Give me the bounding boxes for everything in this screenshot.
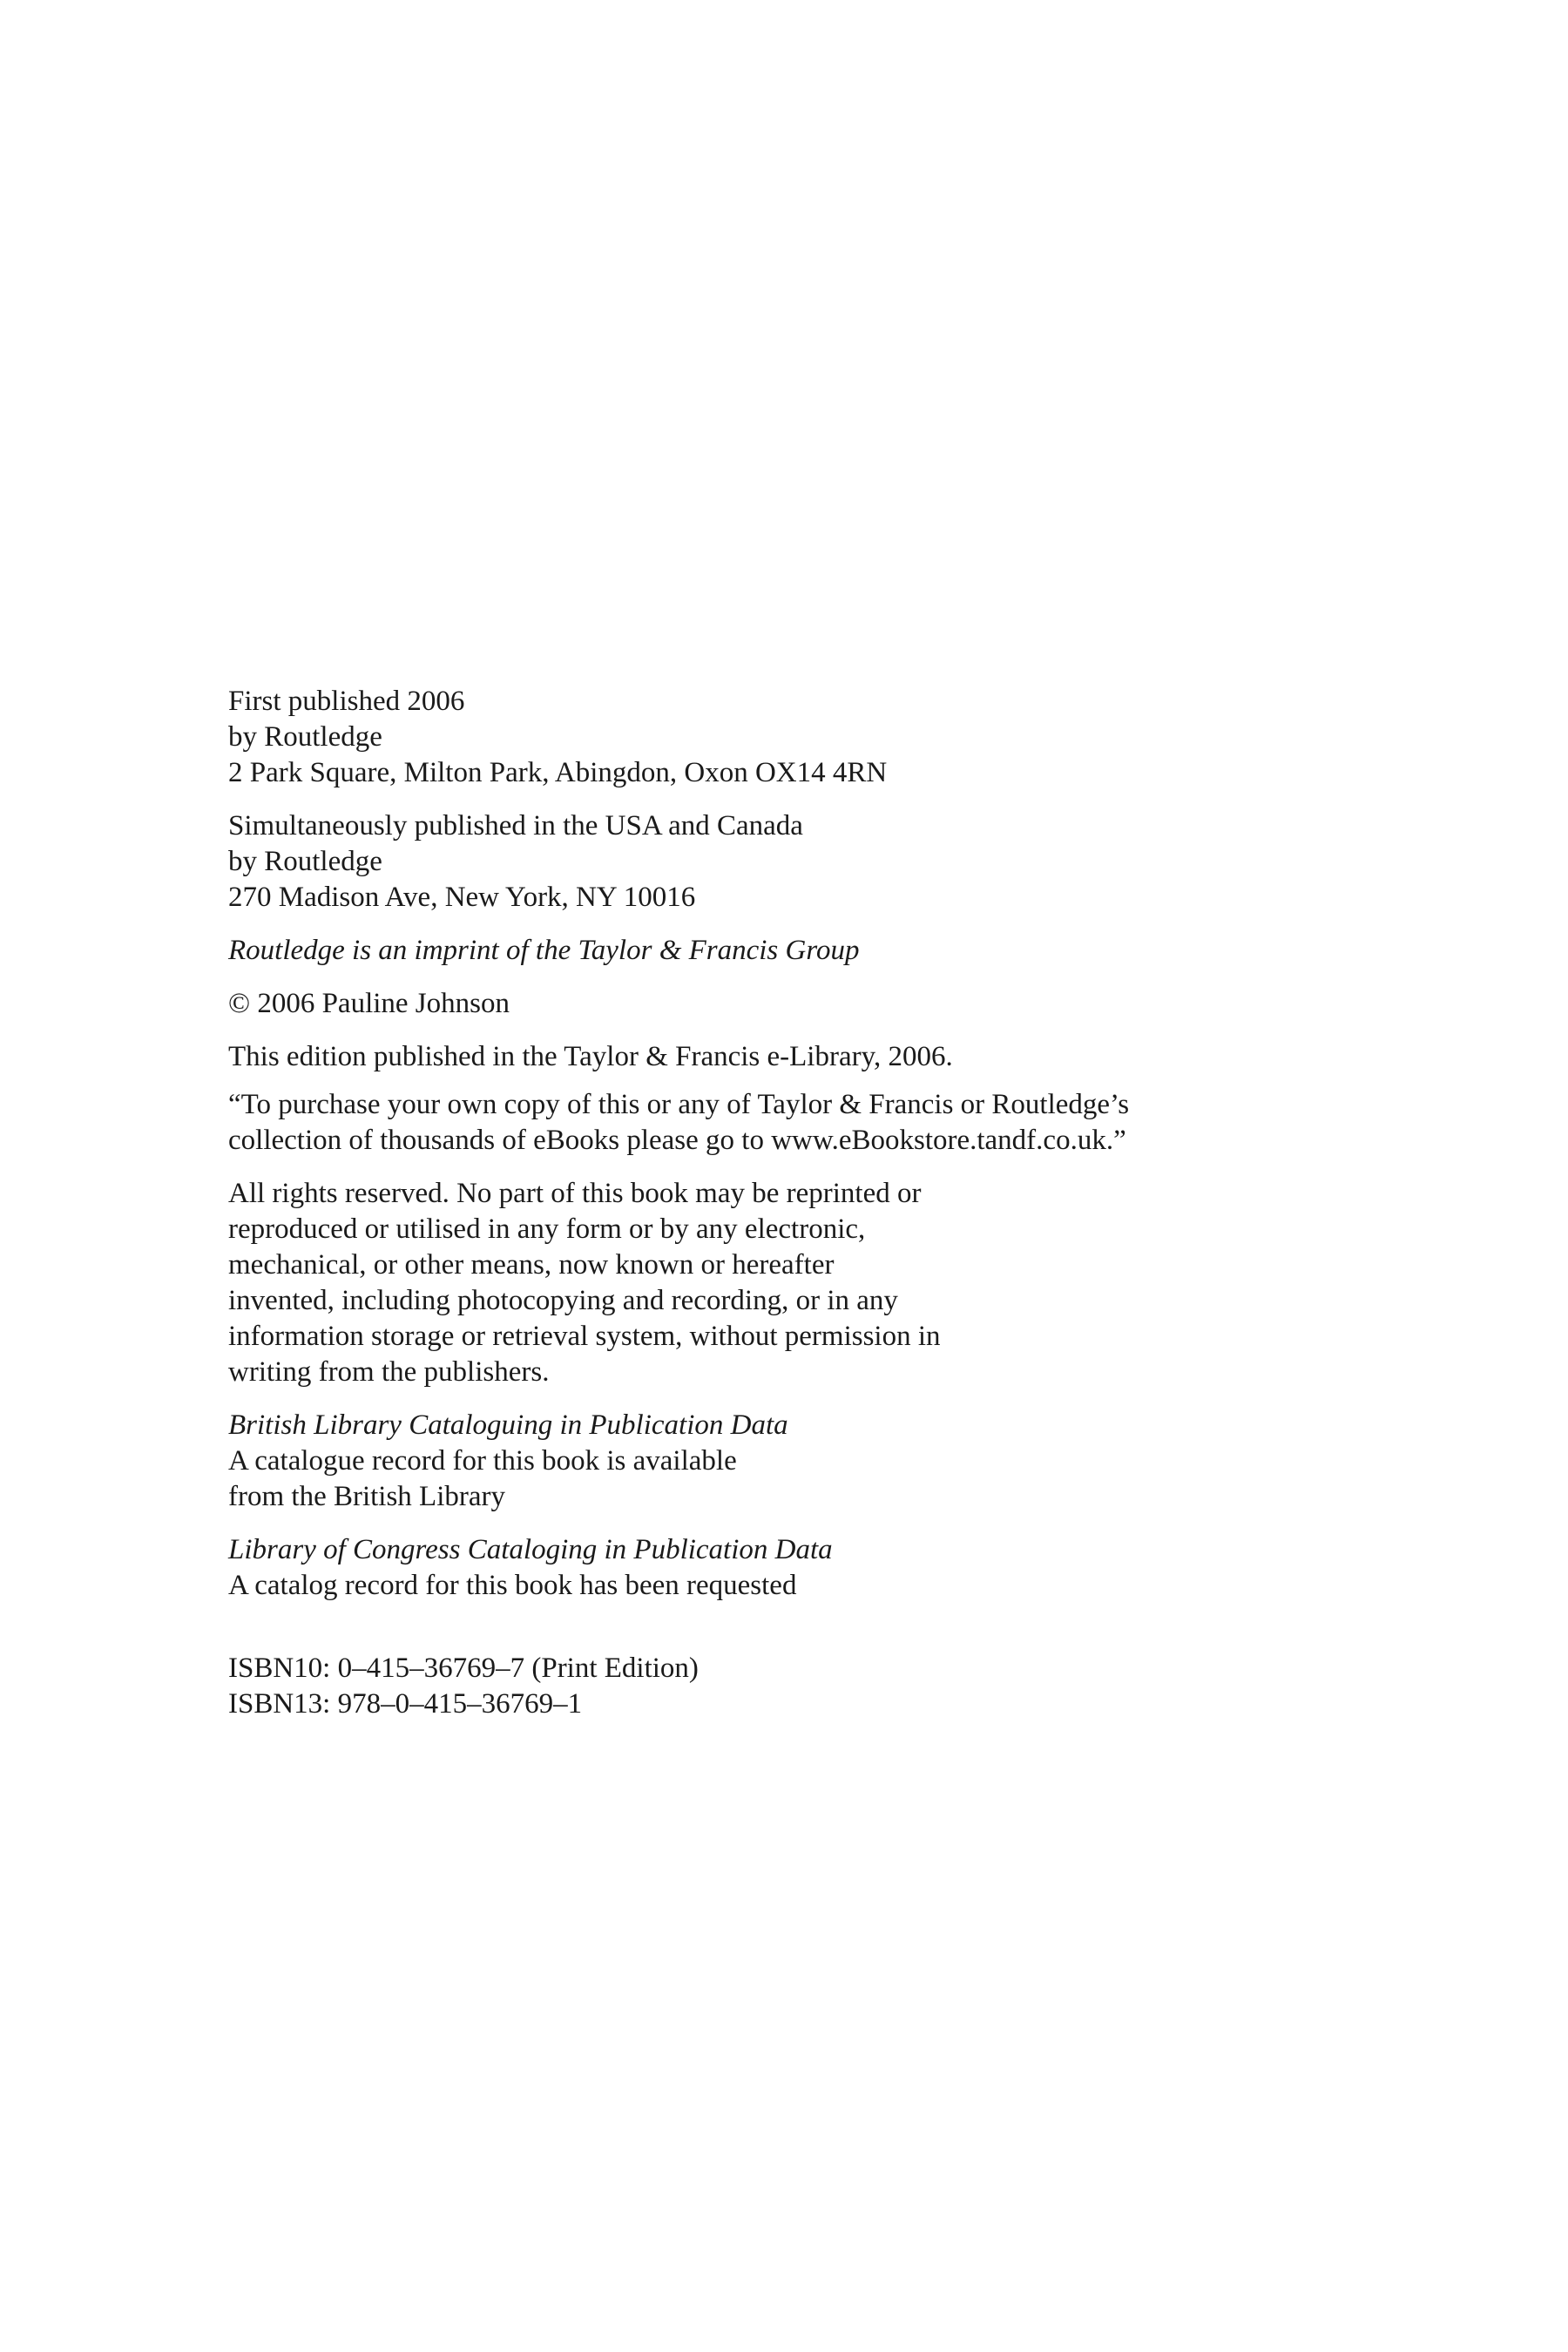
rights-block — [228, 1176, 1361, 1390]
library-of-congress-block — [228, 1532, 1361, 1604]
first-published-line: First published 2006 — [228, 686, 465, 717]
purchase-note-block — [228, 1087, 1361, 1159]
rights-line: information storage or retrieval system, without permission in — [228, 1321, 941, 1352]
us-publisher-address-line: 270 Madison Ave, New York, NY 10016 — [228, 882, 696, 913]
british-library-line: A catalogue record for this book is available — [228, 1445, 737, 1477]
isbn10-line: ISBN10: 0–415–36769–7 (Print Edition) — [228, 1652, 699, 1684]
purchase-note-line: “To purchase your own copy of this or any of Taylor & Francis or Routledge’s — [228, 1089, 1130, 1120]
isbn13-line: ISBN13: 978–0–415–36769–1 — [228, 1688, 583, 1720]
publisher-name-line: by Routledge — [228, 721, 382, 753]
imprint-note: Routledge is an imprint of the Taylor & Francis Group — [228, 935, 860, 966]
imprint-note-block — [228, 933, 1361, 969]
us-publisher-name-line: by Routledge — [228, 846, 382, 877]
british-library-block — [228, 1408, 1361, 1515]
rights-line: reproduced or utilised in any form or by any electronic, — [228, 1213, 866, 1245]
isbn-block — [228, 1651, 1361, 1722]
copyright-notice: © 2006 Pauline Johnson — [228, 988, 510, 1019]
british-library-line: from the British Library — [228, 1481, 506, 1512]
library-of-congress-heading: Library of Congress Cataloging in Publication Data — [228, 1534, 833, 1565]
publisher-address-line: 2 Park Square, Milton Park, Abingdon, Oxon OX14 4RN — [228, 757, 888, 788]
imprint-text-block — [228, 684, 1361, 1740]
edition-note: This edition published in the Taylor & Francis e-Library, 2006. — [228, 1041, 953, 1072]
rights-line: All rights reserved. No part of this book may be reprinted or — [228, 1178, 922, 1209]
rights-line: invented, including photocopying and recording, or in any — [228, 1285, 898, 1316]
library-of-congress-line: A catalog record for this book has been requested — [228, 1570, 797, 1601]
first-published-block — [228, 684, 1361, 791]
rights-line: mechanical, or other means, now known or hereafter — [228, 1249, 835, 1281]
copyright-block — [228, 986, 1361, 1022]
edition-note-block — [228, 1039, 1361, 1075]
purchase-note-line: collection of thousands of eBooks please go to www.eBookstore.tandf.co.uk.” — [228, 1125, 1126, 1156]
simultaneous-line: Simultaneously published in the USA and Canada — [228, 810, 803, 841]
british-library-heading: British Library Cataloguing in Publication Data — [228, 1409, 788, 1441]
simultaneous-publication-block — [228, 808, 1361, 916]
rights-line: writing from the publishers. — [228, 1356, 550, 1388]
